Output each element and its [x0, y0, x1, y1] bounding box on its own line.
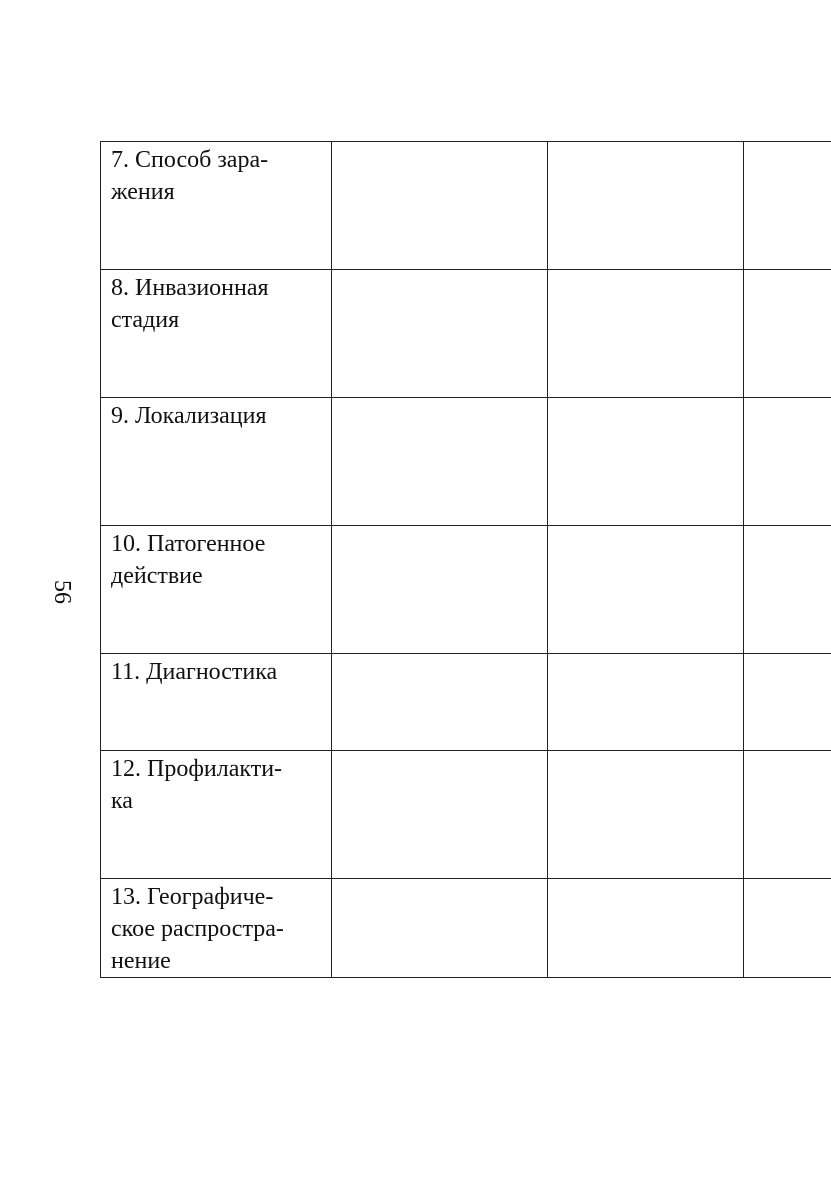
empty-cell	[332, 142, 548, 270]
parasite-characteristics-table	[100, 141, 831, 978]
empty-cell	[332, 398, 548, 526]
empty-cell	[332, 879, 548, 978]
table-row	[101, 270, 831, 398]
empty-cell	[332, 270, 548, 398]
row-label: 8. Инвазионная стадия	[111, 275, 269, 333]
row-label-cell	[101, 879, 332, 978]
empty-cell	[548, 526, 744, 654]
empty-cell	[548, 142, 744, 270]
empty-cell	[548, 751, 744, 879]
empty-cell	[744, 654, 831, 751]
row-label-cell	[101, 142, 332, 270]
empty-cell	[548, 879, 744, 978]
row-label: 9. Локализация	[111, 403, 267, 429]
page-number: 56	[49, 580, 75, 604]
table-row	[101, 398, 831, 526]
row-label: 7. Способ зара- жения	[111, 147, 269, 205]
empty-cell	[744, 526, 831, 654]
empty-cell	[548, 270, 744, 398]
empty-cell	[332, 751, 548, 879]
empty-cell	[332, 654, 548, 751]
table-row	[101, 142, 831, 270]
row-label-cell	[101, 398, 332, 526]
row-label: 13. Географиче- ское распростра- нение	[111, 884, 284, 974]
table-row	[101, 654, 831, 751]
row-label-cell	[101, 751, 332, 879]
row-label: 11. Диагностика	[111, 659, 278, 685]
empty-cell	[744, 751, 831, 879]
table-row	[101, 526, 831, 654]
table-row	[101, 879, 831, 978]
empty-cell	[548, 654, 744, 751]
empty-cell	[744, 142, 831, 270]
empty-cell	[744, 398, 831, 526]
row-label-cell	[101, 270, 332, 398]
row-label: 12. Профилакти- ка	[111, 756, 283, 814]
row-label-cell	[101, 526, 332, 654]
empty-cell	[744, 270, 831, 398]
table-row	[101, 751, 831, 879]
empty-cell	[548, 398, 744, 526]
row-label-cell	[101, 654, 332, 751]
empty-cell	[744, 879, 831, 978]
row-label: 10. Патогенное действие	[111, 531, 266, 589]
empty-cell	[332, 526, 548, 654]
